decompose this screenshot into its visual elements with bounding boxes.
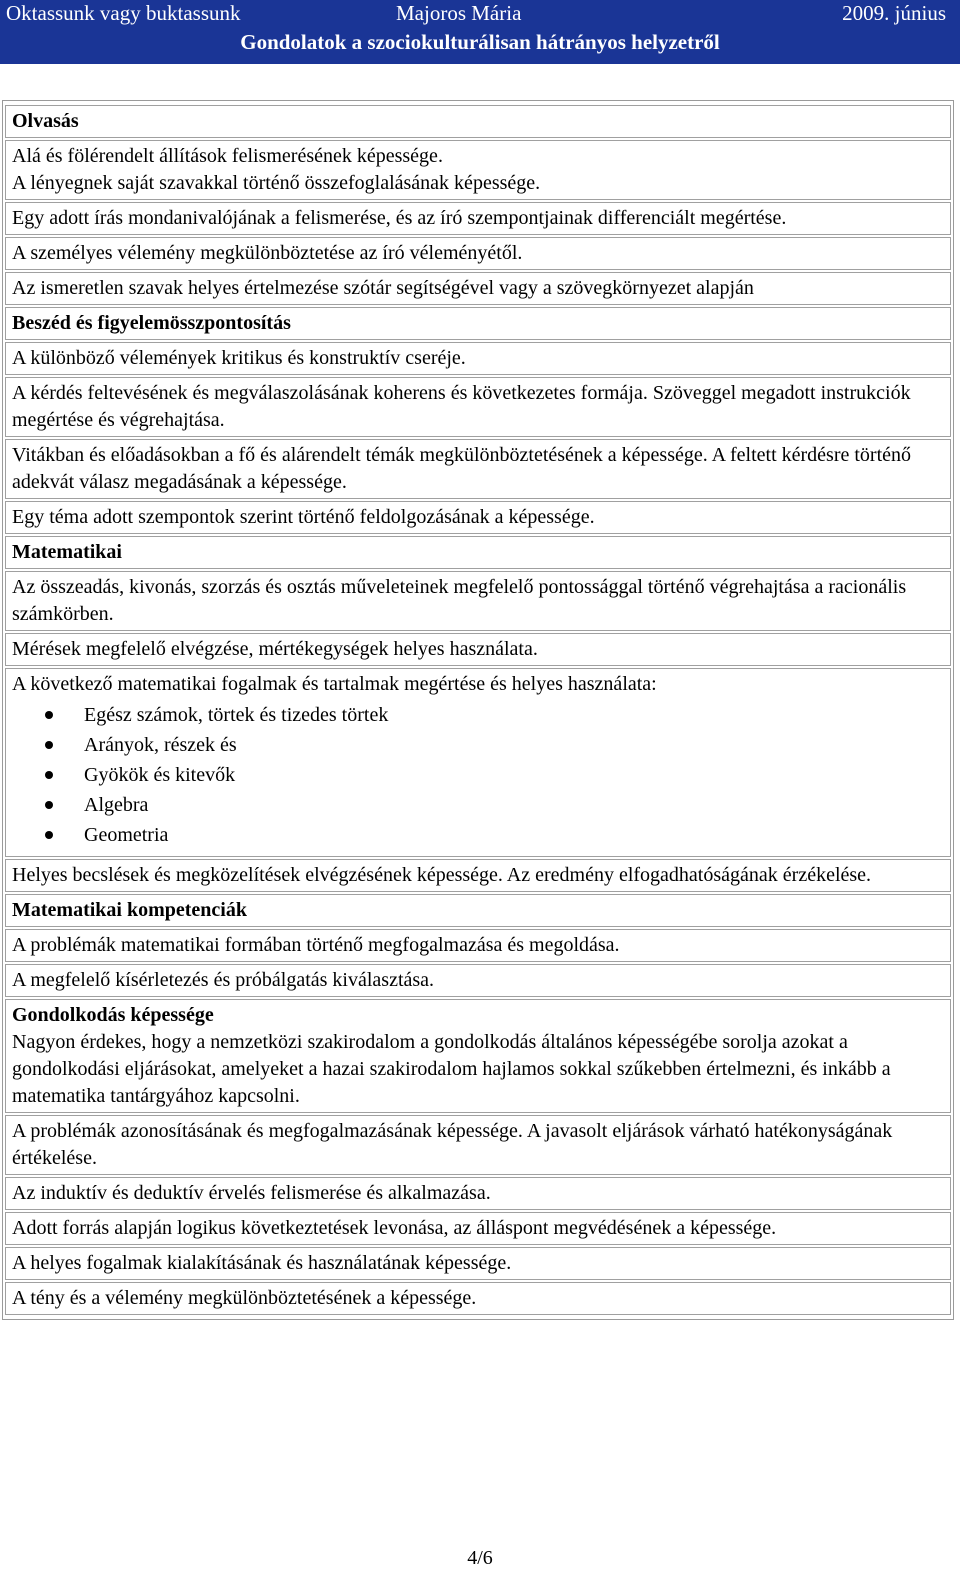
section-heading <box>5 536 951 569</box>
section-heading-text: Matematikai <box>12 541 122 563</box>
cell-text: A különböző vélemények kritikus és konstruktív cseréje. <box>12 347 466 369</box>
table-cell <box>5 1247 951 1280</box>
table-cell <box>5 140 951 200</box>
section-heading <box>5 894 951 927</box>
header-title: Oktassunk vagy buktassunk <box>6 1 241 25</box>
table-cell <box>5 377 951 437</box>
table-cell <box>5 1115 951 1175</box>
cell-text: Vitákban és előadásokban a fő és alárendelt témák megkülönböztetésének a képessége. A feltett kérdésre történő adekvát válasz megadásának a képessége. <box>12 444 912 493</box>
bullet-icon <box>45 801 53 809</box>
cell-text: Nagyon érdekes, hogy a nemzetközi szakirodalom a gondolkodás általános képességébe sorolja azokat a gondolkodási eljárásokat, amelyeket a hazai szakirodalom hajlamos sokkal szűkebben értelmezni, és inkább a matematika tantárgyához kapcsolni. <box>12 1031 891 1107</box>
cell-text: A megfelelő kísérletezés és próbálgatás kiválasztása. <box>12 969 435 991</box>
header-date: 2009. június <box>842 1 946 25</box>
section-heading <box>5 307 951 340</box>
cell-text: Az ismeretlen szavak helyes értelmezése szótár segítségével vagy a szövegkörnyezet alapján <box>12 277 754 299</box>
list-item <box>12 820 944 850</box>
table-cell <box>5 237 951 270</box>
list-item-text: Algebra <box>84 794 149 816</box>
list-item-text: Arányok, részek és <box>84 734 237 756</box>
skills-table <box>2 100 954 1320</box>
table-cell <box>5 342 951 375</box>
table-cell <box>5 1212 951 1245</box>
list-item-text: Geometria <box>84 824 169 846</box>
table-cell <box>5 1282 951 1315</box>
cell-text: Adott forrás alapján logikus következtetések levonása, az álláspont megvédésének a képessége. <box>12 1217 777 1239</box>
cell-text: A személyes vélemény megkülönböztetése az író véleményétől. <box>12 242 523 264</box>
running-header <box>0 0 960 64</box>
bullet-icon <box>45 741 53 749</box>
section-heading-text: Beszéd és figyelemösszpontosítás <box>12 312 291 334</box>
list-item <box>12 730 944 760</box>
bullet-icon <box>45 771 53 779</box>
table-cell <box>5 439 951 499</box>
cell-text: Alá és fölérendelt állítások felismerésének képessége. <box>12 145 443 167</box>
cell-text: A helyes fogalmak kialakításának és használatának képessége. <box>12 1252 512 1274</box>
list-item <box>12 760 944 790</box>
table-cell-list <box>5 668 951 857</box>
section-heading-text: Olvasás <box>12 110 79 132</box>
table-cell <box>5 272 951 305</box>
cell-text: Helyes becslések és megközelítések elvégzésének képessége. Az eredmény elfogadhatóságának érzékelése. <box>12 864 872 886</box>
bullet-icon <box>45 711 53 719</box>
table-cell <box>5 501 951 534</box>
page-number: 4/6 <box>467 1547 493 1569</box>
table-cell <box>5 964 951 997</box>
table-cell <box>5 633 951 666</box>
table-cell <box>5 929 951 962</box>
table-cell <box>5 859 951 892</box>
header-subtitle: Gondolatok a szociokulturálisan hátrányos helyzetről <box>240 30 720 54</box>
section-heading <box>5 105 951 138</box>
table-cell <box>5 1177 951 1210</box>
bullet-icon <box>45 831 53 839</box>
list-item-text: Gyökök és kitevők <box>84 764 236 786</box>
list-intro: A következő matematikai fogalmak és tartalmak megértése és helyes használata: <box>12 673 657 695</box>
cell-text: A problémák azonosításának és megfogalmazásának képessége. A javasolt eljárások várható hatékonyságának értékelése. <box>12 1120 893 1169</box>
cell-text: A tény és a vélemény megkülönböztetésének a képessége. <box>12 1287 477 1309</box>
table-cell-with-heading <box>5 999 951 1113</box>
list-item <box>12 700 944 730</box>
cell-text: Egy téma adott szempontok szerint történő feldolgozásának a képessége. <box>12 506 595 528</box>
list-item-text: Egész számok, törtek és tizedes törtek <box>84 704 389 726</box>
header-author: Majoros Mária <box>396 1 522 25</box>
bullet-list <box>12 700 944 850</box>
section-heading-text: Gondolkodás képessége <box>12 1004 214 1026</box>
cell-text: Az összeadás, kivonás, szorzás és osztás műveleteinek megfelelő pontossággal történő végrehajtása a racionális számkörben. <box>12 576 907 625</box>
cell-text: Egy adott írás mondanivalójának a felismerése, és az író szempontjainak differenciált megértése. <box>12 207 787 229</box>
cell-text: Mérések megfelelő elvégzése, mértékegységek helyes használata. <box>12 638 538 660</box>
table-cell <box>5 202 951 235</box>
cell-text: A problémák matematikai formában történő megfogalmazása és megoldása. <box>12 934 620 956</box>
cell-text: A lényegnek saját szavakkal történő összefoglalásának képessége. <box>12 172 541 194</box>
list-item <box>12 790 944 820</box>
section-heading-text: Matematikai kompetenciák <box>12 899 247 921</box>
cell-text: A kérdés feltevésének és megválaszolásának koherens és következetes formája. Szöveggel megadott instrukciók megértése és végrehajtása. <box>12 382 911 431</box>
header-row <box>0 0 960 26</box>
table-cell <box>5 571 951 631</box>
cell-text: Az induktív és deduktív érvelés felismerése és alkalmazása. <box>12 1182 491 1204</box>
